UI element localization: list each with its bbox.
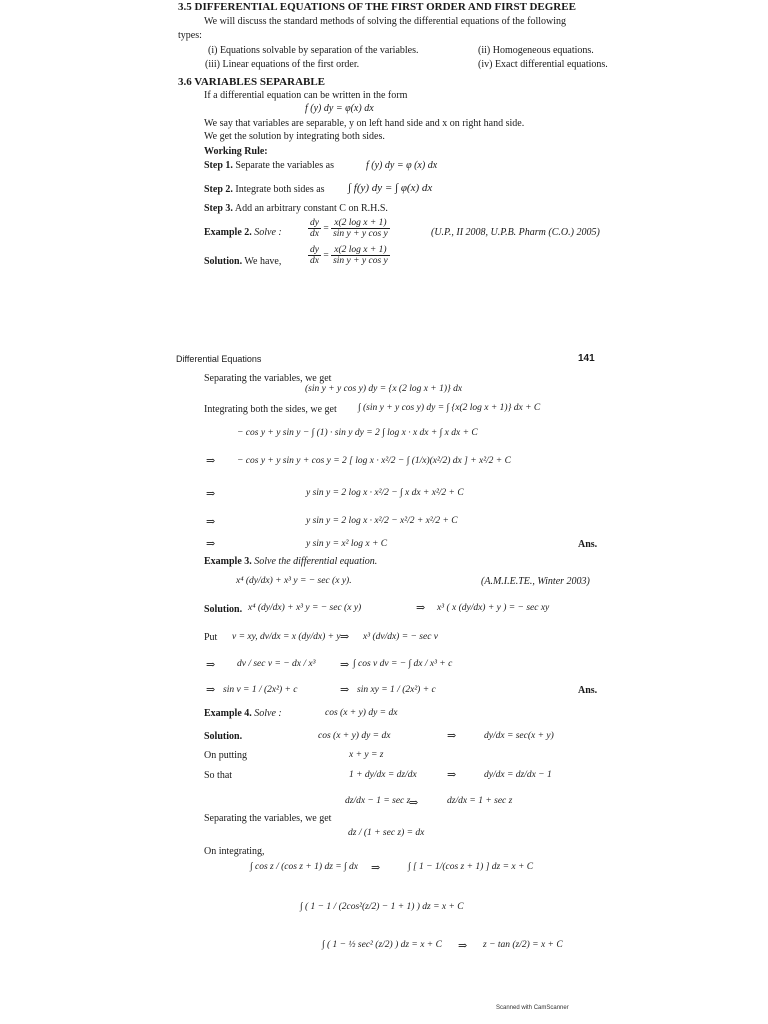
implies-arrow: ⇒ — [447, 769, 457, 781]
result-equation-1: sin v = 1 / (2x²) + c — [223, 685, 298, 695]
intro-line-2: types: — [178, 30, 202, 41]
sec36-line-3: We get the solution by integrating both sides. — [204, 131, 385, 142]
section-heading-3-5: 3.5 DIFFERENTIAL EQUATIONS OF THE FIRST ORDER AND FIRST DEGREE — [178, 1, 576, 13]
scanner-watermark: Scanned with CamScanner — [496, 1005, 569, 1011]
implies-arrow: ⇒ — [206, 684, 216, 696]
step-line-1: − cos y + y sin y − ∫ (1) · sin y dy = 2 ∫ log x · x dx + ∫ x dx + C — [237, 428, 478, 438]
example-2-equation: $\frac{dy}{dx}$ = $\frac{\text{x(2 log x + 1)}}{\text{sin y + y cos y}}$ — [310, 218, 388, 240]
substitution-z: x + y = z — [349, 750, 384, 760]
implies-arrow: ⇒ — [206, 488, 216, 500]
implies-arrow: ⇒ — [447, 730, 457, 742]
so-that-equation-2: dy/dx = dz/dx − 1 — [484, 770, 552, 780]
sec36-line-2: We say that variables are separable, y on left hand side and x on right hand side. — [204, 118, 525, 129]
step-3-text: Add an arbitrary constant C on R.H.S. — [234, 203, 388, 214]
step-line-5: y sin y = x² log x + C — [306, 539, 388, 549]
step-1-text: Separate the variables as — [235, 160, 334, 171]
separated-equation: (sin y + y cos y) dy = {x (2 log x + 1)} dx — [305, 384, 463, 394]
example-2-solution: Solution. We have, — [204, 256, 282, 267]
implies-arrow: ⇒ — [206, 455, 216, 467]
integral-line-2: ∫ [ 1 − 1/(cos z + 1) ] dz = x + C — [408, 862, 534, 872]
step-2-text: Integrate both sides as — [235, 184, 325, 195]
on-integrating-label: On integrating, — [204, 846, 265, 857]
integral-line-5: z − tan (z/2) = x + C — [483, 940, 563, 950]
example-3-solution-equation-2: x³ ( x (dy/dx) + y ) = − sec xy — [437, 603, 550, 613]
separating-text: Separating the variables, we get — [204, 373, 332, 384]
step-2-label: Step 2. — [204, 184, 233, 195]
substitution-equation: v = xy, dv/dx = x (dy/dx) + y — [232, 632, 341, 642]
z-equation-2: dz/dx = 1 + sec z — [447, 796, 513, 806]
answer-label: Ans. — [578, 539, 598, 550]
step-3 — [204, 203, 388, 215]
implies-arrow: ⇒ — [340, 631, 350, 643]
so-that-equation: 1 + dy/dx = dz/dx — [349, 770, 417, 780]
integrated-equation: ∫ (sin y + y cos y) dy = ∫ {x(2 log x + 1)} dx + C — [358, 403, 541, 413]
step-1-equation: f (y) dy = φ (x) dx — [366, 160, 438, 171]
example-2-heading — [204, 227, 282, 239]
on-putting-label: On putting — [204, 750, 248, 761]
type-item-4: (iv) Exact differential equations. — [478, 59, 608, 70]
sec36-line-1: If a differential equation can be written in the form — [204, 90, 408, 101]
type-item-1: (i) Equations solvable by separation of the variables. — [208, 45, 419, 56]
example-3-solution-equation: x⁴ (dy/dx) + x³ y = − sec (x y) — [248, 603, 362, 613]
implies-arrow: ⇒ — [340, 684, 350, 696]
implies-arrow: ⇒ — [371, 862, 381, 874]
step-1 — [204, 160, 334, 172]
example-2-solution-equation: $\frac{dy}{dx}$ = $\frac{\text{x(2 log x + 1)}}{\text{sin y + y cos y}}$ — [310, 245, 388, 267]
integrating-text: Integrating both the sides, we get — [204, 404, 337, 415]
step-3-label: Step 3. — [204, 203, 233, 214]
answer-label: Ans. — [578, 685, 598, 696]
example-2-label: Example 2. — [204, 227, 252, 238]
integral-line-3: ∫ ( 1 − 1 / (2cos²(z/2) − 1 + 1) ) dz = x + C — [300, 902, 464, 912]
step-2 — [204, 184, 325, 196]
example-3-solution-label: Solution. — [204, 604, 243, 615]
substitution-equation-2: x³ (dv/dx) = − sec v — [363, 632, 439, 642]
step-1-label: Step 1. — [204, 160, 233, 171]
step-line-2: − cos y + y sin y + cos y = 2 [ log x · x²/2 − ∫ (1/x)(x²/2) dx ] + x²/2 + C — [237, 456, 511, 466]
step-line-4: y sin y = 2 log x · x²/2 − x²/2 + x²/2 + C — [306, 516, 458, 526]
put-label: Put — [204, 632, 218, 643]
working-rule-heading: Working Rule: — [204, 146, 268, 157]
example-2-reference: (U.P., II 2008, U.P.B. Pharm (C.O.) 2005) — [431, 227, 600, 238]
so-that-label: So that — [204, 770, 233, 781]
section-heading-3-6: 3.6 VARIABLES SEPARABLE — [178, 76, 326, 88]
example-4-equation: cos (x + y) dy = dx — [325, 708, 398, 718]
step-2-equation: ∫ f(y) dy = ∫ φ(x) dx — [348, 182, 433, 194]
running-header-title: Differential Equations — [176, 354, 262, 364]
example-4-solution-equation: cos (x + y) dy = dx — [318, 731, 391, 741]
step-line-3: y sin y = 2 log x · x²/2 − ∫ x dx + x²/2 + C — [306, 488, 464, 498]
z-equation-1: dz/dx − 1 = sec z — [345, 796, 411, 806]
integral-line-4: ∫ ( 1 − ½ sec² (z/2) ) dz = x + C — [322, 940, 442, 950]
example-3-equation: x⁴ (dy/dx) + x³ y = − sec (x y). — [236, 576, 352, 586]
result-equation-2: sin xy = 1 / (2x²) + c — [357, 685, 436, 695]
implies-arrow: ⇒ — [409, 797, 419, 809]
implies-arrow: ⇒ — [206, 659, 216, 671]
integral-line-1: ∫ cos z / (cos z + 1) dz = ∫ dx — [250, 862, 359, 872]
form-equation: f (y) dy = φ(x) dx — [305, 103, 374, 114]
separated-z-equation: dz / (1 + sec z) = dx — [348, 828, 425, 838]
implies-arrow: ⇒ — [416, 602, 426, 614]
example-2-solve: Solve : — [254, 227, 282, 238]
intro-line: We will discuss the standard methods of solving the differential equations of the following — [204, 16, 566, 27]
example-4-solution-equation-2: dy/dx = sec(x + y) — [484, 731, 554, 741]
example-4-heading: Example 4. Solve : — [204, 708, 282, 719]
page-number: 141 — [578, 353, 595, 364]
type-item-3: (iii) Linear equations of the first order. — [205, 59, 360, 70]
example-3-reference: (A.M.I.E.TE., Winter 2003) — [481, 576, 590, 587]
implies-arrow: ⇒ — [340, 659, 350, 671]
example-4-solution-label: Solution. — [204, 731, 243, 742]
implies-arrow: ⇒ — [206, 538, 216, 550]
example-3-heading: Example 3. Solve the differential equation. — [204, 556, 378, 567]
implies-arrow: ⇒ — [458, 940, 468, 952]
integration-equation: ∫ cos v dv = − ∫ dx / x³ + c — [353, 659, 453, 669]
type-item-2: (ii) Homogeneous equations. — [478, 45, 594, 56]
separating-label: Separating the variables, we get — [204, 813, 332, 824]
separation-equation: dv / sec v = − dx / x³ — [237, 659, 316, 669]
implies-arrow: ⇒ — [206, 516, 216, 528]
